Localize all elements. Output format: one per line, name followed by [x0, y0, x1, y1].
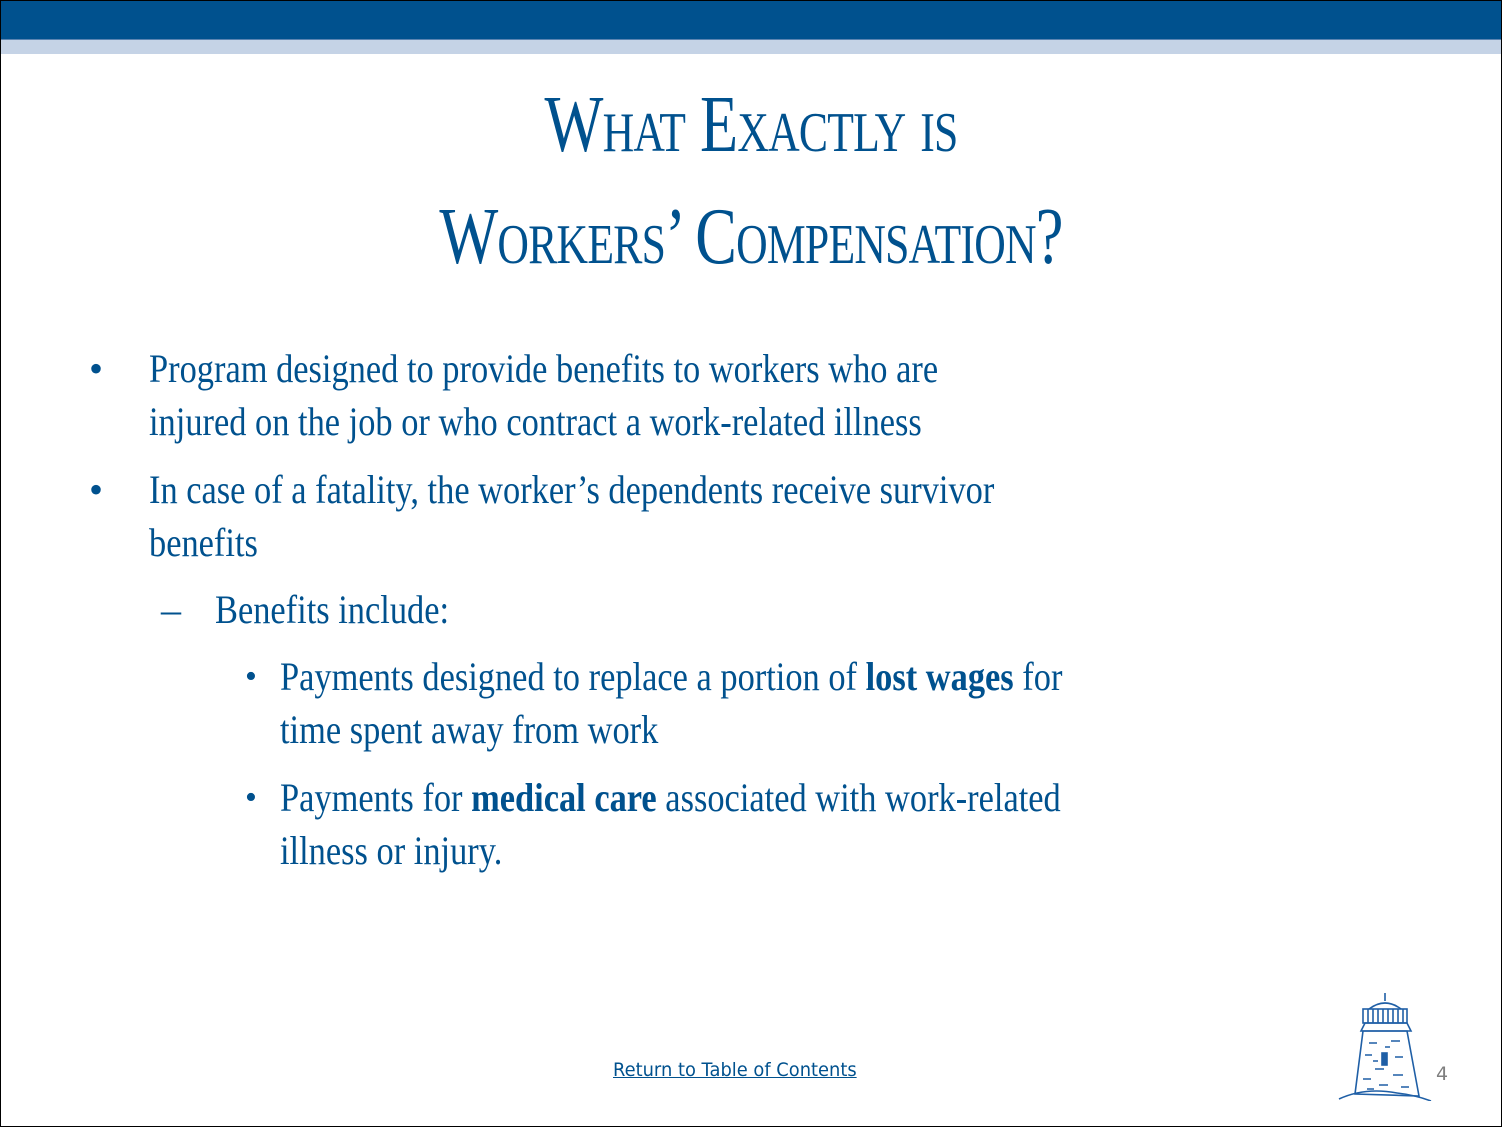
- bullet-marker: •: [89, 467, 104, 512]
- header-band: [1, 1, 1501, 39]
- bullet-1-line-2: injured on the job or who contract a work-related illness: [149, 399, 922, 444]
- emphasis-medical-care: medical care: [471, 775, 657, 820]
- benefit-lost-wages-line-2: time spent away from work: [280, 707, 659, 752]
- slide-title: [166, 69, 1336, 293]
- header-subband: [1, 39, 1501, 54]
- title-line-1: What Exactly is: [544, 81, 958, 169]
- bullet-marker: •: [245, 779, 257, 816]
- text: for: [1013, 654, 1063, 699]
- bullet-2-line-1: In case of a fatality, the worker’s dependents receive survivor: [149, 467, 995, 512]
- lighthouse-icon: [1335, 991, 1435, 1101]
- benefit-lost-wages-line-1: [280, 650, 1062, 703]
- benefit-medical-care-line-1: [280, 771, 1061, 824]
- text: associated with work-related: [656, 775, 1061, 820]
- return-to-toc-link[interactable]: Return to Table of Contents: [613, 1059, 857, 1081]
- bullet-marker: •: [245, 658, 257, 695]
- bullet-1-line-1: Program designed to provide benefits to workers who are: [149, 346, 939, 391]
- page-number: 4: [1436, 1063, 1449, 1085]
- sub-bullet-benefits: Benefits include:: [215, 587, 450, 632]
- text: Payments designed to replace a portion of: [280, 654, 866, 699]
- bullet-marker: •: [89, 346, 104, 391]
- text: Payments for: [280, 775, 472, 820]
- emphasis-lost-wages: lost wages: [865, 654, 1014, 699]
- bullet-2-line-2: benefits: [149, 520, 258, 565]
- title-line-2: Workers’ Compensation?: [439, 193, 1063, 281]
- benefit-medical-care-line-2: illness or injury.: [280, 828, 503, 873]
- dash-marker: –: [161, 587, 181, 632]
